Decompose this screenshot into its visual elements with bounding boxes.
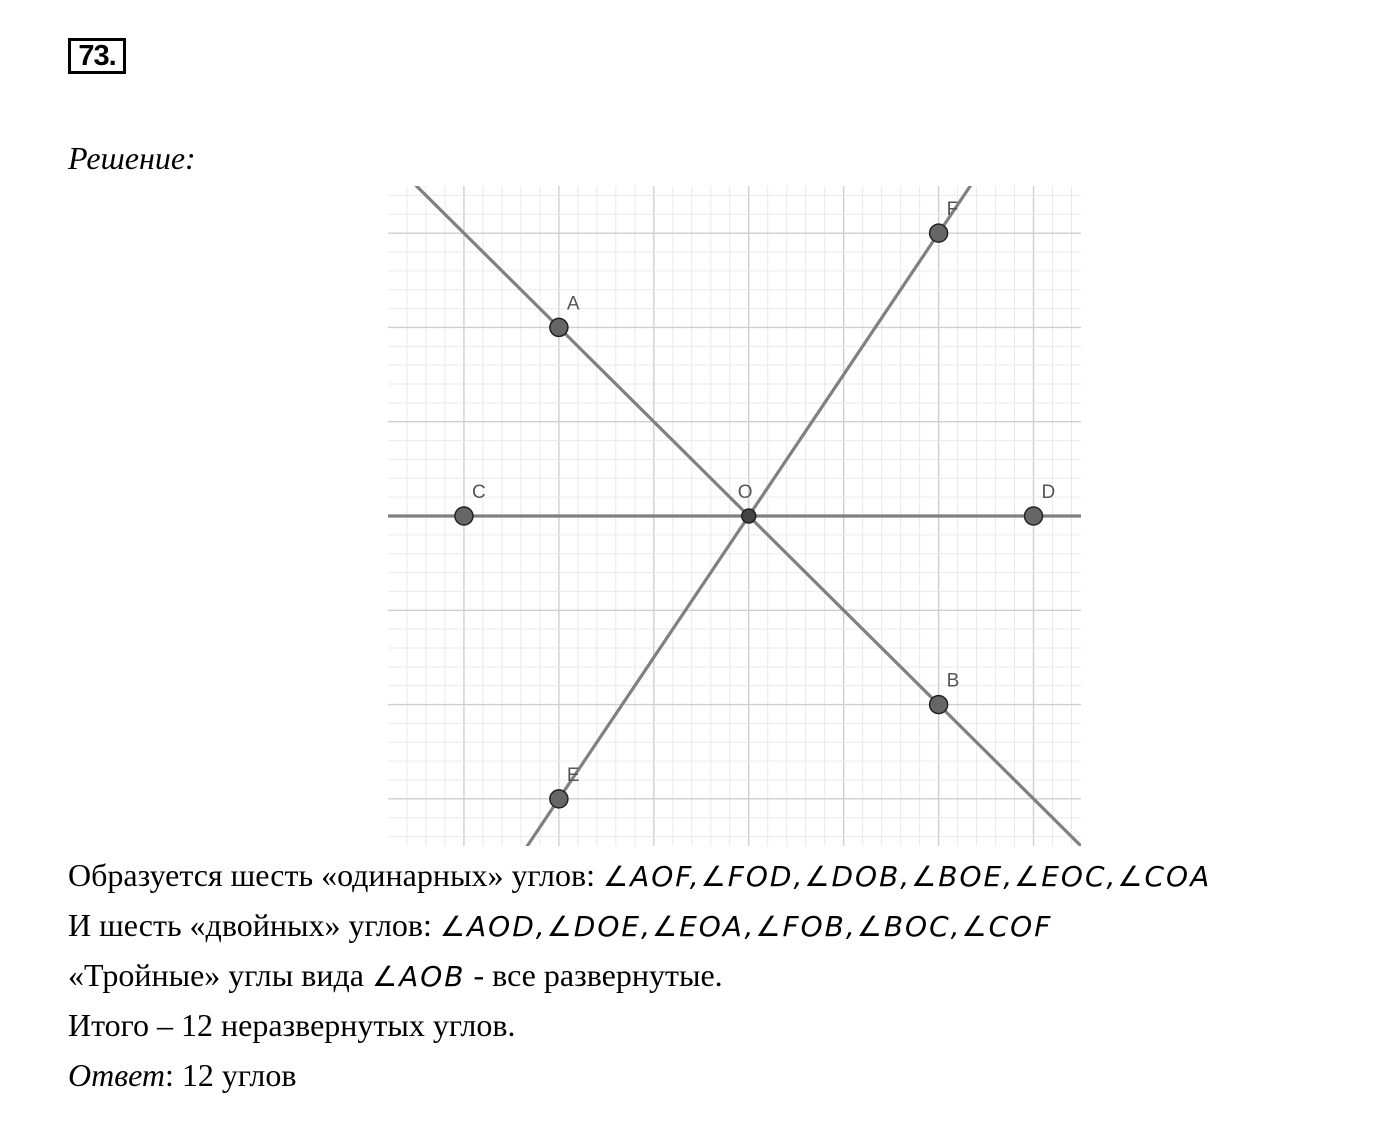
triple-angles-text-pre: «Тройные» углы вида: [68, 957, 372, 993]
point-f: [930, 224, 948, 242]
problem-number: 73.: [68, 38, 126, 74]
single-angles-list: ∠AOF,∠FOD,∠DOB,∠BOE,∠EOC,∠COA: [602, 860, 1212, 893]
geometry-figure: [388, 186, 1081, 846]
text-line-triple-angles: [68, 957, 723, 994]
answer-label: Ответ: [68, 1057, 165, 1093]
triple-angle-example: ∠AOB: [371, 960, 466, 993]
triple-angles-text-post: - все развернутые.: [465, 957, 723, 993]
point-label-f: F: [946, 199, 959, 221]
point-a: [550, 318, 568, 336]
point-label-b: B: [946, 670, 960, 692]
text-line-double-angles: [68, 907, 1052, 944]
point-o: [742, 509, 756, 523]
point-label-e: E: [566, 764, 580, 786]
figure-canvas: [388, 186, 1081, 846]
point-label-c: C: [471, 482, 486, 503]
point-c: [455, 507, 473, 525]
point-label-o: O: [737, 482, 753, 503]
answer-line: [68, 1057, 296, 1094]
text-line-total: Итого – 12 неразвернутых углов.: [68, 1007, 516, 1043]
point-label-a: A: [566, 293, 580, 315]
text-line-single-angles: [68, 857, 1211, 894]
double-angles-list: ∠AOD,∠DOE,∠EOA,∠FOB,∠BOC,∠COF: [439, 910, 1053, 943]
point-label-d: D: [1041, 482, 1056, 503]
single-angles-text: Образуется шесть «одинарных» углов:: [68, 857, 603, 893]
answer-value: : 12 углов: [165, 1057, 297, 1093]
point-d: [1025, 507, 1043, 525]
point-b: [930, 696, 948, 714]
solution-label: Решение:: [68, 140, 196, 176]
point-e: [550, 790, 568, 808]
double-angles-text: И шесть «двойных» углов:: [68, 907, 440, 943]
